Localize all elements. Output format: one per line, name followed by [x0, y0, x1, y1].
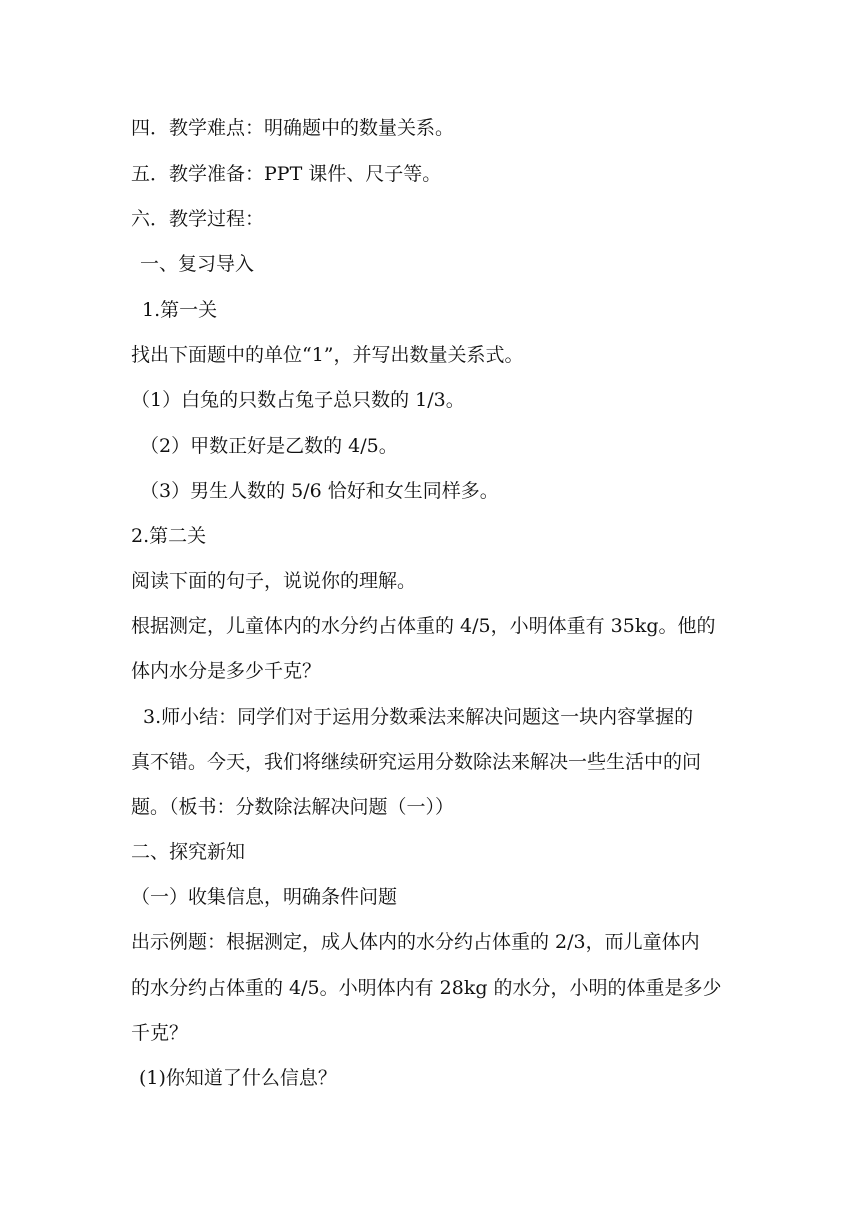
text-line-instruction-1: 找出下面题中的单位“1”，并写出数量关系式。 — [131, 344, 524, 366]
text-line-summary-c: 题。（板书：分数除法解决问题（一）） — [131, 796, 455, 818]
text-line-summary-b: 真不错。今天，我们将继续研究运用分数除法来解决一些生活中的问 — [131, 751, 702, 773]
text-line-level-2: 2.第二关 — [131, 525, 207, 547]
text-line-level-1: 1.第一关 — [142, 299, 218, 321]
text-line-example-c: 千克？ — [131, 1022, 189, 1044]
text-line-statement-a: 根据测定，儿童体内的水分约占体重的 4/5，小明体重有 35kg。他的 — [131, 615, 716, 637]
text-line-question-1: (1)你知道了什么信息？ — [139, 1067, 337, 1089]
text-line-statement-b: 体内水分是多少千克？ — [131, 660, 322, 682]
text-line-preparation: 五．教学准备：PPT 课件、尺子等。 — [131, 163, 442, 185]
text-line-example-a: 出示例题：根据测定，成人体内的水分约占体重的 2/3，而儿童体内 — [131, 931, 700, 953]
text-line-process-heading: 六．教学过程： — [131, 208, 265, 230]
text-line-item-3: （3）男生人数的 5/6 恰好和女生同样多。 — [140, 480, 499, 502]
text-line-difficulty: 四．教学难点：明确题中的数量关系。 — [131, 117, 455, 139]
text-line-instruction-2: 阅读下面的句子，说说你的理解。 — [131, 570, 417, 592]
text-line-review-heading: 一、复习导入 — [140, 253, 255, 275]
text-line-summary-a: 3.师小结：同学们对于运用分数乘法来解决问题这一块内容掌握的 — [143, 706, 694, 728]
text-line-example-b: 的水分约占体重的 4/5。小明体内有 28kg 的水分，小明的体重是多少 — [131, 977, 722, 999]
text-line-explore-heading: 二、探究新知 — [131, 841, 246, 863]
text-line-item-2: （2）甲数正好是乙数的 4/5。 — [140, 435, 398, 457]
text-line-collect-info: （一）收集信息，明确条件问题 — [131, 886, 398, 908]
text-line-item-1: （1）白兔的只数占兔子总只数的 1/3。 — [131, 389, 465, 411]
